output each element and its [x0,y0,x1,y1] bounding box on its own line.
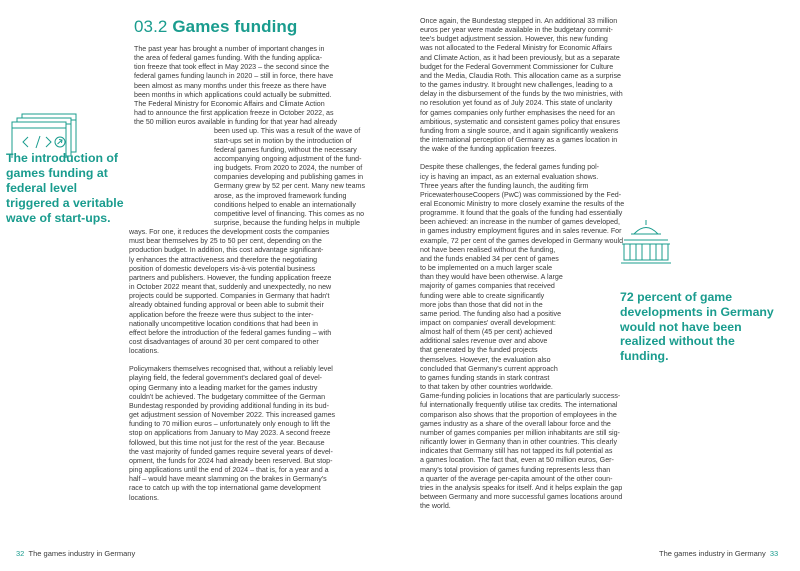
text-line: icy is having an impact, as an external evaluation shows. [420,172,599,181]
parliament-building-icon [620,218,672,266]
paragraph-1-indented [134,127,379,228]
text-line: nationally uncompetitive location conditions that had been in [129,319,318,328]
text-line: indicates that Germany still has not tapped its full potential as [420,447,613,456]
text-line: couldn't be achieved. The budgetary committee of the German [129,392,326,401]
text-line: majority of games companies that received [420,282,555,291]
text-line: and Climate Action, as it had been previously, but as a separate [420,53,620,62]
text-line: partners and publishers. However, the funding application freeze [129,273,332,282]
text-line: ful internationally frequently utilise tax credits. The international [420,401,618,410]
text-line: themselves. However, the evaluation also [420,355,551,364]
text-line: projects could be supported. Companies in Germany that hadn't [129,292,330,301]
footer-title: The games industry in Germany [659,549,766,558]
paragraph-1-rest [129,228,379,356]
page-number: 33 [769,549,779,558]
text-line: Despite these challenges, the federal games funding pol- [420,163,600,172]
pull-quote: The introduction of games funding at federal level triggered a veritable wave of start-ups. [6,151,124,225]
text-line: conditions helped to enable an internationally [214,200,356,209]
text-line: programme. It found that the goals of the funding had essentially [420,209,623,218]
text-line: funding to 70 million euros – unfortunately only enough to lift the [129,420,331,429]
text-line: Once again, the Bundestag stepped in. An additional 33 million [420,17,618,25]
text-line: already obtained funding approval or been able to submit their [129,301,324,310]
text-line: to games funding stands in stark contrast [420,373,550,382]
text-line: the international perception of Germany as a games location in [420,136,618,145]
text-line: locations. [129,493,159,502]
text-line: start-ups set in motion by the introduction of [214,136,352,145]
text-line: been used up. This was a result of the wave of [214,127,361,136]
text-line: and the Media, Claudia Roth. This allocation came as a surprise [420,71,621,80]
pull-quote: 72 percent of game developments in Germany would not have been realized without the funding. [620,290,774,364]
left-body-text [129,45,379,503]
text-line: been almost as many months under this freeze as there have [134,81,327,90]
text-line: eral Economic Ministry to more closely examine the results of the [420,199,625,208]
text-line: ambitious, systematic and consistent games policy that ensures [420,117,620,126]
footer-title: The games industry in Germany [28,549,136,558]
text-line: been months in which applications could actually be submitted. [134,90,332,99]
text-line: budget for the Federal Government Commissioner for Culture [420,62,614,71]
text-line: Three years after the funding launch, the auditing firm [420,181,589,190]
text-line: federal games funding launch in 2020 – still in force, there have [134,72,334,81]
text-line: position of domestic developers vis-à-vis potential business [129,264,316,273]
left-footer [16,549,135,558]
text-line: the area of federal games funding. With the funding applica- [134,54,323,63]
text-line: between Germany and more successful games locations around [420,492,623,501]
text-line: ways. For one, it reduces the development costs the companies [129,228,330,237]
paragraph-3 [420,17,670,154]
text-line: no resolution yet found as of July 2024. This state of unclarity [420,99,613,108]
text-line: must bear themselves by 25 to 50 per cent, depending on the [129,237,322,246]
text-line: Germany grew by 52 per cent. Many new teams [214,182,366,191]
text-line: a quarter of the average per-capita amount of the other coun- [420,474,613,483]
text-line: tee's budget adjustment session. However, this new funding [420,35,608,44]
text-line: stop on applications from January to May 2023. A second freeze [129,429,331,438]
text-line: that generated by the funded projects [420,346,538,355]
text-line: opment, the funds for 2024 had already been reserved. But stop- [129,456,333,465]
text-line: oping Germany into a leading market for the games industry [129,383,318,392]
text-line: Bundestag responded by providing additional funding in its bud- [129,401,329,410]
text-line: ing budgets. From 2020 to 2024, the number of [214,164,363,173]
page-number: 32 [16,549,25,558]
text-line: The past year has brought a number of important changes in [134,45,325,53]
text-line: funding from a single source, and it again significantly weakens [420,126,619,135]
text-line: to the games industry. It brought new challenges, leading to a [420,81,613,90]
section-number: 03.2 [134,17,168,36]
text-line: delay in the disbursement of the funds by the two ministries, with [420,90,623,99]
text-line: the wake of the funding application freezes. [420,145,557,154]
text-line: example, 72 per cent of the games developed in Germany would [420,236,624,245]
text-line: half – would have meant slamming on the brakes in Germany's [129,475,327,484]
text-line: effect before the introduction of the federal games funding – with [129,328,332,337]
text-line: ly enhances the attractiveness and therefore the negotiating [129,255,318,264]
text-line: comparison also shows that the proportion of employees in the [420,410,617,419]
text-line: companies developing and publishing games in [214,173,364,182]
section-title: Games funding [172,17,298,36]
text-line: PricewaterhouseCoopers (PwC) was commissioned by the Fed- [420,190,622,199]
text-line: cost disadvantages of around 30 per cent compared to other [129,338,319,346]
text-line: tion freeze that took effect in May 2023 – the second since the [134,63,330,72]
text-line: the vast majority of funded games require several years of devel- [129,447,333,456]
text-line: in games industry employment figures and in sales revenue. For [420,227,622,236]
text-line: locations. [129,347,159,356]
right-page [400,0,800,571]
text-line: ping applications until the end of 2024 – that is, for a year and a [129,466,329,475]
paragraph-1-full [134,45,379,127]
text-line: many's total provision of games funding represents less than [420,465,611,474]
text-line: for games companies only further emphasises the need for an [420,108,615,117]
text-line: impact on companies' overall development: [420,319,556,327]
text-line: more jobs than those that did not in the [420,300,543,309]
text-line: surprise, because the funding helps in multiple [214,218,360,227]
text-line: was not allocated to the Federal Ministry for Economic Affairs [420,44,612,53]
text-line: accompanying ongoing adjustment of the fund- [214,154,362,163]
text-line: the world. [420,502,451,511]
paragraph-2 [129,365,379,502]
text-line: race to catch up with the top international game development [129,484,321,493]
text-line: application before the freeze were thus subject to the inter- [129,310,314,319]
paragraph-4-rest [420,392,670,511]
text-line: not have been realised without the funding, [420,245,556,254]
text-line: euros per year were made available in the budgetary commit- [420,26,613,35]
text-line: Game-funding policies in locations that are particularly success- [420,392,621,401]
text-line: followed, but this time not just for the rest of the year. Because [129,438,325,447]
text-line: federal games funding, without the necessary [214,145,357,154]
text-line: same period. The funding also had a positive [420,309,562,318]
text-line: competitive level of financing. This comes as no [214,209,365,218]
text-line: had to announce the first application freeze in October 2022, as [134,109,334,118]
text-line: games industry as a share of the overall labour force and the [420,419,611,428]
text-line: in October 2022 meant that, suddenly and unexpectedly, no new [129,283,332,292]
text-line: number of games companies per million inhabitants are still sig- [420,428,620,437]
text-line: Policymakers themselves recognised that, without a reliably level [129,365,333,374]
text-line: a games location. The fact that, even at 50 million euros, Ger- [420,456,614,465]
right-footer [659,549,778,558]
text-line: been achieved: an increase in the number of games developed, [420,218,620,227]
text-line: almost half of them (45 per cent) achieved [420,328,553,337]
text-line: arose, as the improved framework funding [214,191,347,200]
text-line: concluded that Germany's current approach [420,364,558,373]
text-line: production budget. In addition, this cost advantage significant- [129,246,324,255]
text-line: to be implemented on a much larger scale [420,264,553,273]
text-line: than they would have been otherwise. A large [420,273,563,282]
text-line: funding were able to create significantly [420,291,545,300]
text-line: additional sales revenue over and above [420,337,548,346]
text-line: the 50 million euros available in funding for that year had already [134,118,338,127]
section-heading [134,17,297,37]
text-line: The Federal Ministry for Economic Affairs and Climate Action [134,99,325,108]
text-line: and the funds enabled 34 per cent of games [420,254,559,263]
text-line: to that taken by other countries worldwide. [420,383,553,392]
text-line: get adjustment session of November 2022. This increased games [129,411,336,420]
text-line: tries in the analysis speaks for itself. And it helps explain the gap [420,483,623,492]
text-line: playing field, the federal government's declared goal of devel- [129,374,323,383]
text-line: nificantly lower in Germany than in other countries. This clearly [420,438,618,447]
